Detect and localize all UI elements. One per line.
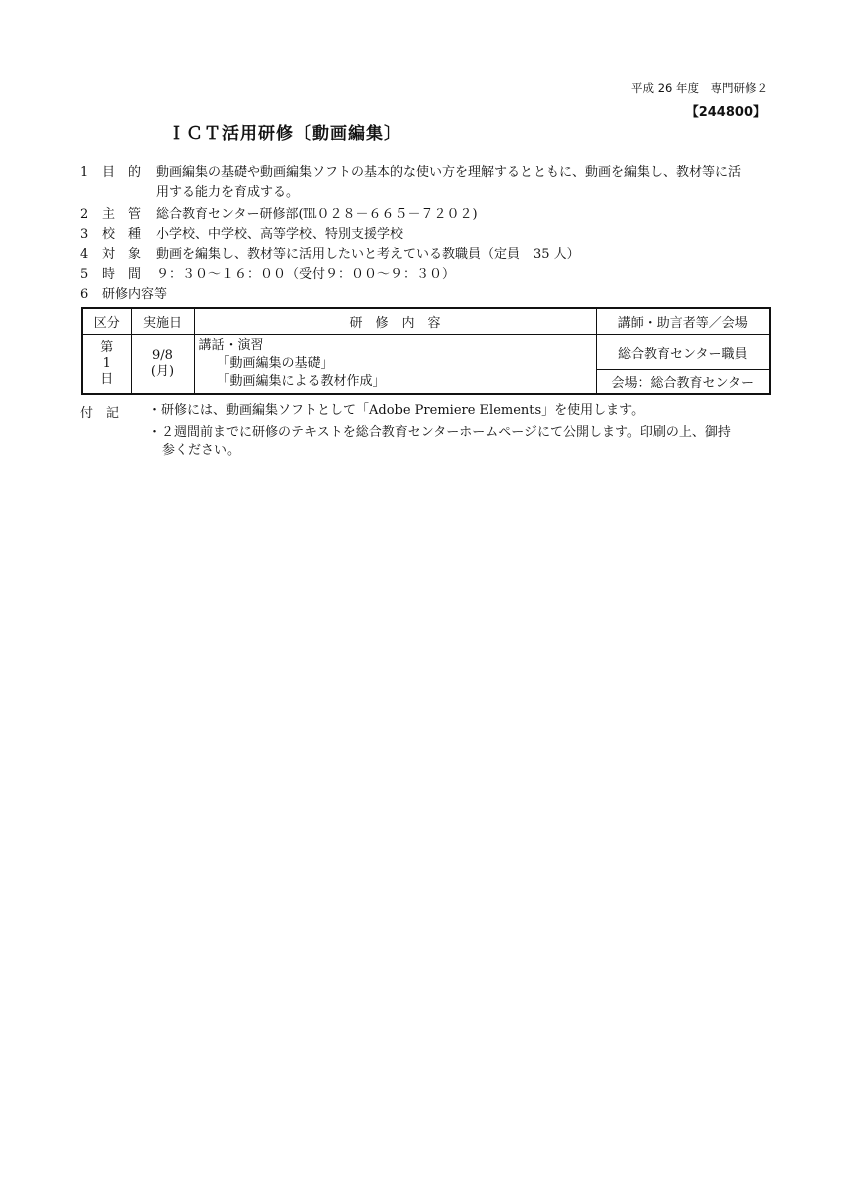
item-label: 校 種	[102, 227, 142, 242]
table-header-row	[82, 308, 770, 335]
note-item: ・２週間前までに研修のテキストを総合教育センターホームページにて公開します。印刷の上、御持	[148, 425, 731, 440]
item-text: 動画を編集し、教材等に活用したいと考えている教職員（定員 35 人）	[156, 247, 580, 262]
header-division: 区分	[82, 308, 131, 335]
item-number: 1	[80, 165, 89, 180]
schedule-table	[81, 307, 771, 395]
note-item: ・研修には、動画編集ソフトとして「Adobe Premiere Elements」を使用します。	[148, 403, 645, 418]
item-number: 4	[80, 247, 89, 262]
content-type: 講話・演習	[198, 338, 264, 353]
item-number: 3	[80, 227, 89, 242]
item-text: 動画編集の基礎や動画編集ソフトの基本的な使い方を理解するとともに、動画を編集し、教材等に活	[156, 165, 742, 180]
content-topic: 「動画編集の基礎」	[216, 356, 334, 371]
item-number: 6	[80, 287, 89, 302]
date-value: 9/8	[152, 348, 173, 363]
item-label: 研修内容等	[102, 287, 168, 302]
notes-label: 付 記	[80, 406, 120, 421]
venue-cell: 会場：総合教育センター	[596, 370, 770, 395]
item-text: 小学校、中学校、高等学校、特別支援学校	[156, 227, 404, 242]
day-cell	[82, 335, 131, 395]
page-title: ＩＣＴ活用研修〔動画編集〕	[168, 124, 402, 144]
item-school-type	[80, 226, 403, 244]
day-char: 1	[102, 356, 111, 371]
header-instructor-venue: 講師・助言者等／会場	[596, 308, 770, 335]
item-label: 目 的	[102, 165, 142, 180]
item-label: 時 間	[102, 267, 142, 282]
header-content: 研 修 内 容	[194, 308, 596, 335]
fiscal-year-course-type: 平成 26 年度 専門研修２	[631, 81, 768, 95]
weekday-value: (月)	[150, 364, 175, 379]
item-purpose	[80, 164, 741, 182]
item-time	[80, 266, 455, 284]
instructor-cell: 総合教育センター職員	[596, 335, 770, 370]
item-organizer	[80, 206, 478, 224]
item-label: 対 象	[102, 247, 142, 262]
header-date: 実施日	[131, 308, 194, 335]
item-number: 2	[80, 207, 89, 222]
item-text: 総合教育センター研修部(℡０２８－６６５－７２０２)	[156, 207, 478, 222]
content-topic: 「動画編集による教材作成」	[216, 374, 386, 389]
course-code: 【244800】	[685, 105, 766, 120]
table-row	[82, 335, 770, 370]
item-target	[80, 246, 580, 264]
content-cell	[194, 335, 596, 395]
item-text: ９：３０～１６：００（受付９：００～９：３０）	[156, 267, 456, 282]
day-char: 第	[100, 340, 114, 355]
item-label: 主 管	[102, 207, 142, 222]
item-content	[80, 286, 167, 304]
item-purpose-continued: 用する能力を育成する。	[156, 185, 300, 200]
item-number: 5	[80, 267, 89, 282]
note-item-continued: 参ください。	[162, 443, 241, 458]
date-cell	[131, 335, 194, 395]
day-char: 日	[100, 372, 114, 387]
